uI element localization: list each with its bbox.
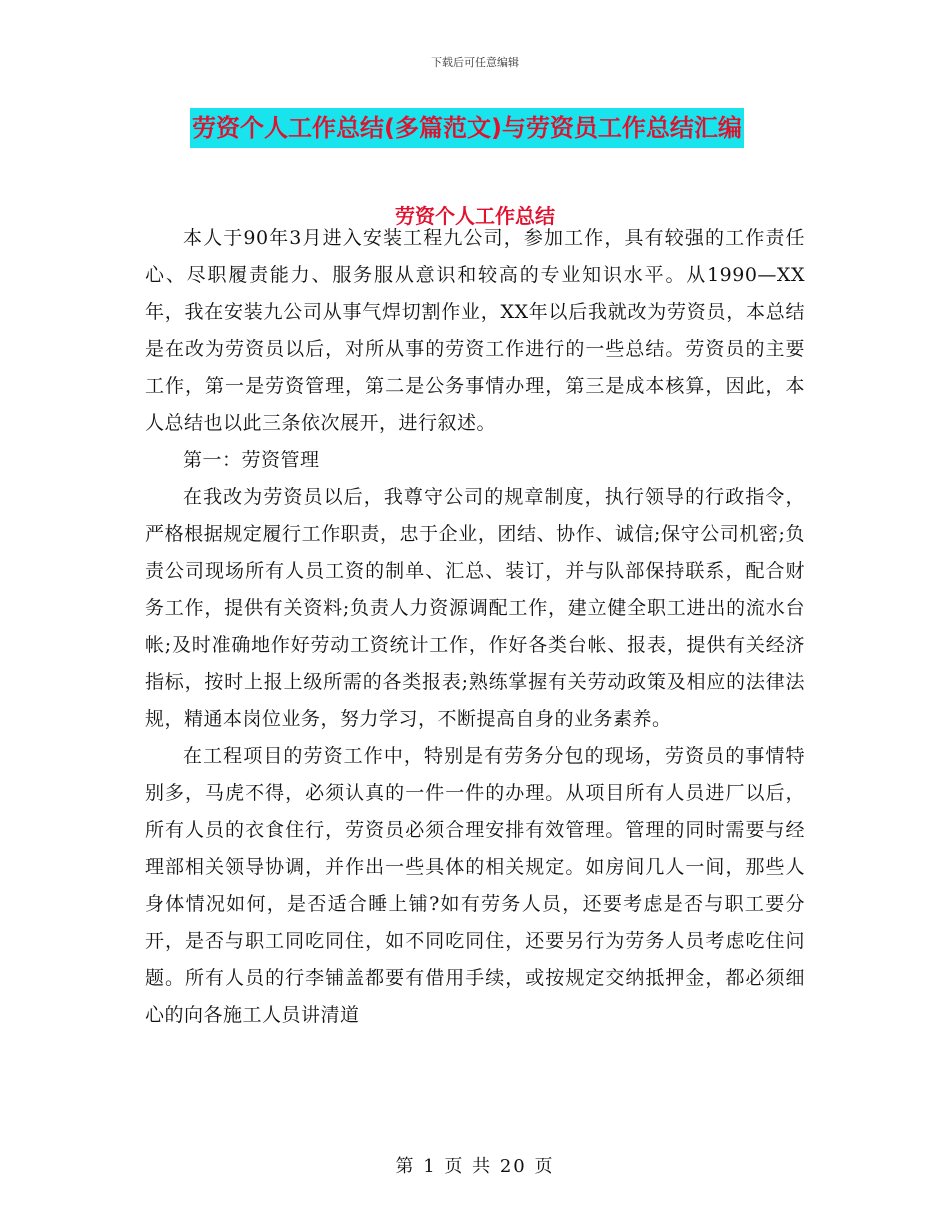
- section-title: 劳资个人工作总结: [395, 204, 555, 228]
- document-title: 劳资个人工作总结(多篇范文)与劳资员工作总结汇编: [190, 108, 744, 148]
- header-note: 下载后可任意编辑: [431, 56, 519, 69]
- document-title-wrapper: [190, 108, 810, 148]
- page-number-footer: 第 1 页 共 20 页: [395, 1156, 555, 1177]
- paragraph-project-work: 在工程项目的劳资工作中，特别是有劳务分包的现场，劳资员的事情特别多，马虎不得，必须认真的一件一件的办理。从项目所有人员进厂以后，所有人员的衣食住行，劳资员必须合理安排有效管理。管理的同时需要与经理部相关领导协调，并作出一些具体的相关规定。如房间几人一间，那些人身体情况如何，是否适合睡上铺?如有劳务人员，还要考虑是否与职工要分开，是否与职工同吃同住，如不同吃同住，还要另行为劳务人员考虑吃住问题。所有人员的行李铺盖都要有借用手续，或按规定交纳抵押金，都必须细心的向各施工人员讲清道: [145, 745, 805, 1026]
- paragraph-subheading: 第一：劳资管理: [183, 449, 320, 471]
- document-body: [145, 220, 805, 1034]
- paragraph-intro: 本人于90年3月进入安装工程九公司，参加工作，具有较强的工作责任心、尽职履责能力、服务服从意识和较高的专业知识水平。从1990—XX年，我在安装九公司从事气焊切割作业，XX年以后我就改为劳资员，本总结是在改为劳资员以后，对所从事的劳资工作进行的一些总结。劳资员的主要工作，第一是劳资管理，第二是公务事情办理，第三是成本核算，因此，本人总结也以此三条依次展开，进行叙述。: [145, 227, 805, 434]
- paragraph-labor-management: 在我改为劳资员以后，我尊守公司的规章制度，执行领导的行政指令，严格根据规定履行工作职责，忠于企业，团结、协作、诚信;保守公司机密;负责公司现场所有人员工资的制单、汇总、装订，并与队部保持联系，配合财务工作，提供有关资料;负责人力资源调配工作，建立健全职工进出的流水台帐;及时准确地作好劳动工资统计工作，作好各类台帐、报表，提供有关经济指标，按时上报上级所需的各类报表;熟练掌握有关劳动政策及相应的法律法规，精通本岗位业务，努力学习，不断提高自身的业务素养。: [145, 486, 805, 730]
